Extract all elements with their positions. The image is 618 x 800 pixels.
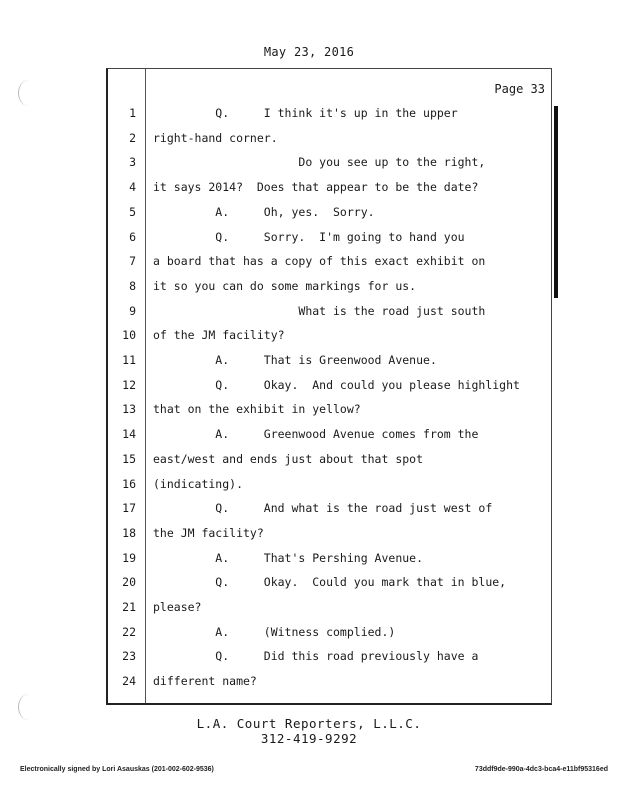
transcript-line: (indicating).	[153, 477, 244, 491]
line-number: 14	[122, 427, 136, 441]
line-number: 6	[129, 230, 136, 244]
transcript-date: May 23, 2016	[263, 45, 355, 59]
document-hash: 73ddf9de-990a-4dc3-bca4-e11bf95316ed	[474, 766, 608, 773]
transcript-line: A. (Witness complied.)	[153, 625, 396, 639]
electronic-signature: Electronically signed by Lori Asauskas (201-002-602-9536)	[20, 766, 214, 773]
transcript-line: different name?	[153, 674, 257, 688]
reporter-phone: 312-419-9292	[260, 731, 358, 746]
transcript-line: of the JM facility?	[153, 328, 285, 342]
transcript-line: that on the exhibit in yellow?	[153, 402, 361, 416]
line-number: 21	[122, 600, 136, 614]
transcript-line: What is the road just south	[153, 304, 486, 318]
line-number: 4	[129, 180, 136, 194]
line-number-rule	[145, 69, 146, 703]
line-number: 23	[122, 649, 136, 663]
line-number: 20	[122, 575, 136, 589]
line-number: 16	[122, 477, 136, 491]
transcript-line: the JM facility?	[153, 526, 264, 540]
line-number: 22	[122, 625, 136, 639]
transcript-line: Do you see up to the right,	[153, 155, 486, 169]
reporter-company: L.A. Court Reporters, L.L.C.	[196, 716, 422, 731]
transcript-line: Q. Okay. And could you please highlight	[153, 378, 520, 392]
transcript-line: A. Greenwood Avenue comes from the	[153, 427, 479, 441]
line-number: 11	[122, 353, 136, 367]
transcript-line: east/west and ends just about that spot	[153, 452, 424, 466]
transcript-line: Q. Sorry. I'm going to hand you	[153, 230, 465, 244]
margin-bar	[554, 106, 558, 298]
line-number: 8	[129, 279, 136, 293]
line-number: 2	[129, 131, 136, 145]
transcript-line: right-hand corner.	[153, 131, 278, 145]
line-number: 10	[122, 328, 136, 342]
line-number: 24	[122, 674, 136, 688]
transcript-line: A. Oh, yes. Sorry.	[153, 205, 375, 219]
line-number: 18	[122, 526, 136, 540]
line-number: 9	[129, 304, 136, 318]
transcript-line: a board that has a copy of this exact exhibit on	[153, 254, 486, 268]
line-number: 7	[129, 254, 136, 268]
binder-hole-top	[18, 80, 39, 106]
line-number: 19	[122, 551, 136, 565]
transcript-line: A. That's Pershing Avenue.	[153, 551, 424, 565]
line-number: 13	[122, 402, 136, 416]
line-number: 1	[129, 106, 136, 120]
line-number: 17	[122, 501, 136, 515]
line-number: 12	[122, 378, 136, 392]
transcript-line: Q. Okay. Could you mark that in blue,	[153, 575, 507, 589]
transcript-line: it so you can do some markings for us.	[153, 279, 417, 293]
transcript-line: it says 2014? Does that appear to be the date?	[153, 180, 479, 194]
transcript-line: A. That is Greenwood Avenue.	[153, 353, 437, 367]
transcript-line: please?	[153, 600, 202, 614]
line-number: 5	[129, 205, 136, 219]
line-number: 15	[122, 452, 136, 466]
page-number: Page 33	[494, 82, 545, 96]
line-number: 3	[129, 155, 136, 169]
transcript-line: Q. Did this road previously have a	[153, 649, 479, 663]
transcript-line: Q. And what is the road just west of	[153, 501, 493, 515]
transcript-line: Q. I think it's up in the upper	[153, 106, 458, 120]
